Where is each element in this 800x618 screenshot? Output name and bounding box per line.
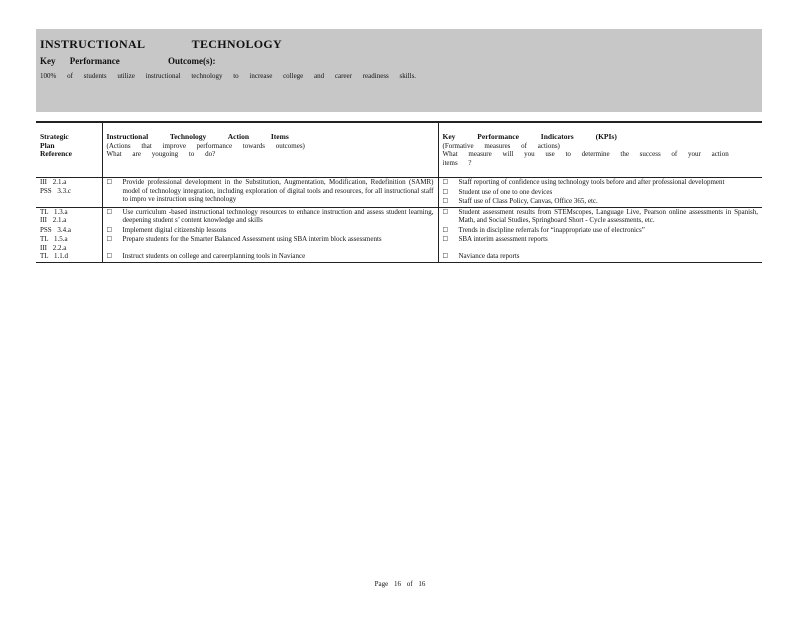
table-row: [36, 226, 762, 236]
bullet-icon: □: [442, 178, 449, 185]
kpi-cell: [438, 207, 762, 226]
action-text: Instruct students on college and careerplanning tools in Naviance: [122, 252, 306, 260]
reference-cell: [36, 235, 102, 252]
bullet-icon: □: [106, 252, 113, 259]
header-subtitle: (Actions that improve performance towards outcomes): [106, 141, 305, 150]
bullet-icon: □: [442, 252, 449, 259]
kpi-outcome-heading: [40, 56, 758, 66]
header-question: items ?: [442, 158, 472, 167]
action-cell: [102, 226, 438, 236]
strategic-plan-reference-header: [36, 122, 102, 178]
header-text: Plan: [40, 140, 55, 150]
kpi-text: Naviance data reports: [458, 252, 520, 260]
page-number: Page 16 of 16: [374, 580, 426, 588]
action-cell: [102, 252, 438, 262]
header-question: What are yougoing to do?: [106, 150, 216, 158]
kpi-text: SBA interim assessment reports: [458, 235, 548, 243]
reference-code: TL 1.3.a: [40, 207, 68, 216]
table-row: [36, 252, 762, 262]
action-cell: [102, 178, 438, 208]
header-subtitle: (Formative measures of actions): [442, 141, 560, 150]
action-items-header: [102, 122, 438, 178]
outcome-label: Outcome(s):: [167, 56, 216, 66]
action-text: Prepare students for the Smarter Balanced Assessment using SBA interim block assessments: [122, 235, 382, 243]
kpi-cell: [438, 178, 762, 208]
reference-code: TL 1.1.d: [40, 252, 69, 260]
outcome-statement: 100% of students utilize instructional technology to increase college and career readiness skills.: [40, 72, 417, 80]
action-cell: [102, 235, 438, 252]
reference-code: III 2.1.a: [40, 178, 67, 186]
bullet-icon: □: [106, 178, 113, 185]
reference-cell: [36, 252, 102, 262]
reference-code: TL 1.5.a: [40, 235, 68, 243]
bullet-icon: □: [106, 207, 113, 215]
header-title: Key Performance Indicators (KPIs): [442, 132, 617, 141]
bullet-icon: □: [442, 235, 449, 242]
bullet-icon: □: [442, 197, 449, 204]
reference-cell: [36, 226, 102, 236]
reference-code: III 2.2.a: [40, 243, 67, 252]
bullet-icon: □: [442, 225, 449, 233]
header-box: [36, 29, 762, 112]
reference-code: PSS 3.3.c: [40, 186, 72, 195]
kpi-text: Staff use of Class Policy, Canvas, Office 365, etc.: [458, 197, 598, 205]
table-row: [36, 235, 762, 252]
header-text: Reference: [40, 149, 72, 158]
kpi-text: Trends in discipline referrals for “inappropriate use of electronics”: [458, 225, 645, 234]
reference-cell: [36, 178, 102, 208]
kpi-cell: [438, 252, 762, 262]
kpi-header: [438, 122, 762, 178]
bullet-icon: □: [106, 225, 113, 233]
kpi-text: Student assessment results from STEMscopes, Language Live, Pearson online assessments in Spanish, Math, and Social Studies, Springboard Short - Cycle assessments, etc.: [458, 207, 758, 224]
kpi-label: Key Performance: [40, 56, 120, 66]
action-text: Implement digital citizenship lessons: [122, 225, 227, 234]
header-title: Instructional Technology Action Items: [106, 132, 289, 141]
action-text: Use curriculum -based instructional technology resources to enhance instruction and assess student learning, deepening student s’ content knowledge and skills: [122, 207, 434, 224]
header-text: Strategic: [40, 132, 69, 141]
kpi-cell: [438, 235, 762, 252]
reference-code: III 2.1.a: [40, 216, 67, 224]
section-title: INSTRUCTIONAL TECHNOLOGY: [40, 37, 283, 51]
action-cell: [102, 207, 438, 226]
header-question: What measure will you use to determine the success of your action: [442, 150, 729, 158]
bullet-icon: □: [442, 187, 449, 195]
table-row: [36, 178, 762, 208]
kpi-text: Student use of one to one devices: [458, 187, 553, 196]
bullet-icon: □: [106, 235, 113, 242]
action-plan-table: [36, 121, 762, 263]
kpi-cell: [438, 226, 762, 236]
table-row: [36, 207, 762, 226]
kpi-text: Staff reporting of confidence using technology tools before and after professional development: [458, 178, 725, 186]
table-header-row: [36, 122, 762, 178]
bullet-icon: □: [442, 207, 449, 215]
reference-code: PSS 3.4.a: [40, 225, 72, 234]
reference-cell: [36, 207, 102, 226]
action-text: Provide professional development in the Substitution, Augmentation, Modification, Redefinition (SAMR) model of technology integration, including exploration of digital tools and resources, for all instructional staff to impro ve instruction using technology: [122, 178, 434, 203]
